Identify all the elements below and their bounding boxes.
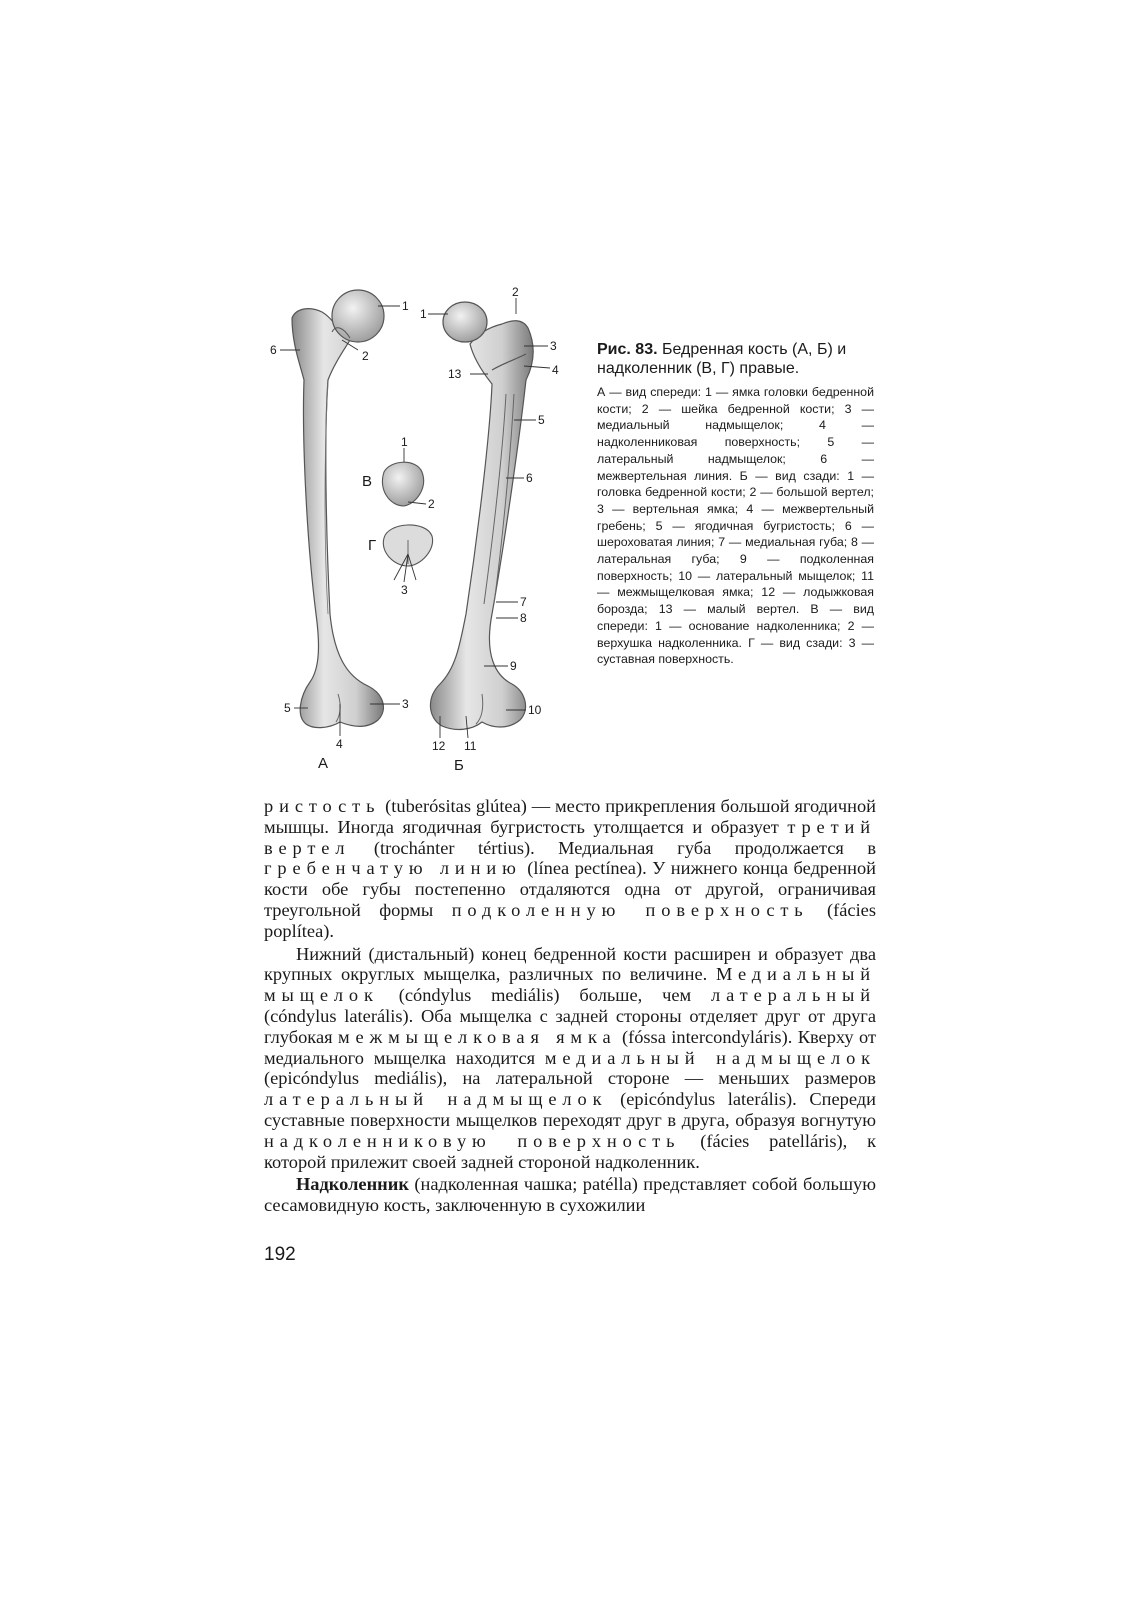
- figure-illustration: [270, 284, 590, 784]
- text-run: (cóndylus laterális). Оба мыщелка с задней стороны отделяет друг от друга глубокая: [264, 1005, 876, 1047]
- text-run: (надколенная чашка; patélla) представляет собой большую сесамовидную кость, заключенную в сухожилии: [264, 1174, 876, 1216]
- term-spaced: Медиальный мыщелок: [264, 964, 876, 1006]
- paragraph-3: [264, 1174, 876, 1216]
- label-a5: 5: [284, 701, 291, 715]
- view-label-b: Б: [454, 757, 464, 774]
- label-b2: 2: [512, 285, 519, 299]
- text-run: (epicóndylus mediális), на латеральной стороне — меньших размеров: [264, 1068, 876, 1089]
- page-number: 192: [264, 1244, 296, 1265]
- text-run: Нижний (дистальный) конец бедренной кости расширен и образует два крупных округлых мыщелка, различных по величине.: [264, 943, 876, 985]
- label-b9: 9: [510, 659, 517, 673]
- text-run: (línea pectínea). У нижнего конца бедренной кости обе губы постепенно отдаляются одна от другой, ограничивая треугольной формы: [264, 858, 877, 920]
- label-b13: 13: [448, 367, 462, 381]
- femur-posterior-view: [430, 302, 533, 729]
- label-b4: 4: [552, 363, 559, 377]
- term-spaced: латеральный надмыщелок: [264, 1089, 608, 1110]
- text-run: (cóndylus mediális) больше, чем: [378, 985, 712, 1006]
- label-b3: 3: [550, 339, 557, 353]
- text-run: (epicóndylus laterális). Спереди суставные поверхности мыщелков переходят друг в друга, образуя вогнутую: [264, 1089, 876, 1130]
- text-run: (fóssa intercondyláris). Кверху от медиального мыщелка находится: [264, 1026, 876, 1068]
- text-run: (fácies poplítea).: [264, 899, 876, 941]
- text-run: (tuberósitas glútea) — место прикрепления большой ягодичной мышцы. Иногда ягодичная бугристость утолщается и образует: [264, 796, 876, 837]
- label-b11: 11: [464, 739, 477, 753]
- label-g3: 3: [401, 583, 408, 597]
- label-a3: 3: [402, 697, 409, 711]
- paragraph-1: [264, 796, 876, 942]
- term-spaced: гребенчатую линию: [264, 858, 522, 879]
- label-a4: 4: [336, 737, 343, 751]
- label-b1: 1: [420, 307, 427, 321]
- label-b12: 12: [432, 739, 446, 753]
- patella-anterior-view: [382, 462, 423, 506]
- term-bold: Надколенник: [296, 1174, 409, 1195]
- label-v1: 1: [401, 435, 408, 449]
- view-label-v: В: [362, 473, 373, 490]
- text-run: (trochánter tértius). Медиальная губа продолжается в: [350, 837, 876, 858]
- label-a1: 1: [402, 299, 409, 313]
- term-spaced: медиальный надмыщелок: [544, 1047, 876, 1068]
- patella-posterior-view: [383, 525, 432, 566]
- label-b8: 8: [520, 611, 527, 625]
- term-spaced: ристость: [264, 796, 381, 816]
- label-b10: 10: [528, 703, 542, 717]
- label-a6: 6: [270, 343, 277, 357]
- caption-body: А — вид спереди: 1 — ямка головки бедренной кости; 2 — шейка бедренной кости; 3 — медиальный надмыщелок; 4 — надколенниковая поверхность; 5 — латеральный надмыщелок; 6 — межвертельная линия. Б — вид сзади: 1 — головка бедренной кости; 2 — большой вертел; 3 — вертельная ямка; 4 — межвертельный гребень; 5 — ягодичная бугристость; 6 — шероховатая линия; 7 — медиальная губа; 8 — латеральная губа; 9 — подколенная поверхность; 10 — латеральный мыщелок; 11 — межмыщелковая ямка; 12 — лодыжковая борозда; 13 — малый вертел. В — вид спереди: 1 — основание надколенника; 2 — верхушка надколенника. Г — вид сзади: 3 — суставная поверхность.: [597, 385, 874, 667]
- label-v2: 2: [428, 497, 435, 511]
- view-label-g: Г: [368, 537, 377, 554]
- caption-title: [597, 340, 874, 378]
- label-b5: 5: [538, 413, 545, 427]
- paragraph-2: [264, 944, 876, 1173]
- label-a2: 2: [362, 349, 369, 363]
- term-spaced: подколенную поверхность: [451, 899, 809, 920]
- term-spaced: латеральный: [711, 985, 876, 1006]
- femur-anterior-view: [292, 290, 384, 728]
- label-b6: 6: [526, 471, 533, 485]
- term-spaced: третий вертел: [264, 816, 876, 858]
- view-label-a: А: [318, 755, 329, 772]
- caption-number: Рис. 83.: [597, 341, 658, 358]
- figure-caption: [597, 340, 874, 668]
- text-run: (fácies patelláris), к которой прилежит своей задней стороной надколенник.: [264, 1130, 877, 1172]
- term-spaced: надколенниковую поверхность: [264, 1130, 681, 1151]
- femur-patella-figure: [270, 284, 590, 784]
- term-spaced: межмыщелковая ямка: [337, 1026, 617, 1047]
- caption-title-text: Бедренная кость (А, Б) и надколенник (В, Г) правые.: [597, 341, 847, 377]
- body-text: [264, 796, 876, 1216]
- label-b7: 7: [520, 595, 527, 609]
